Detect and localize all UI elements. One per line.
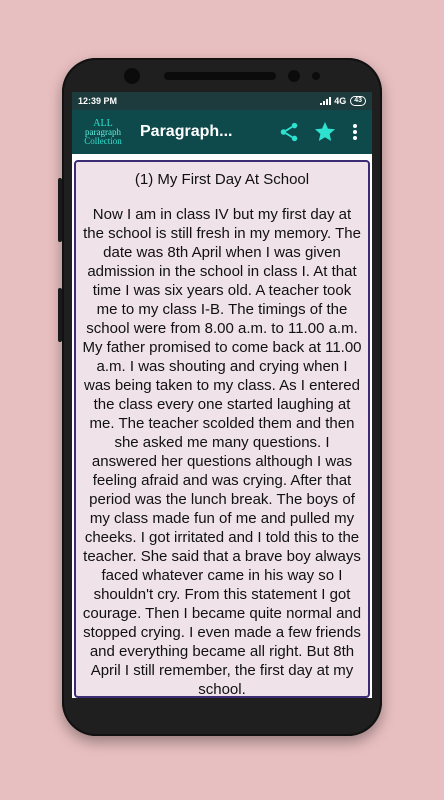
- logo-text-line1: ALL: [93, 117, 113, 129]
- network-type: 4G: [334, 96, 347, 106]
- logo-text-line2: paragraph: [85, 126, 121, 137]
- battery-icon: [350, 96, 366, 106]
- volume-button: [58, 178, 62, 242]
- sensor: [312, 72, 320, 80]
- status-bar: [72, 92, 372, 110]
- share-button[interactable]: [274, 117, 304, 147]
- logo-text-line3: Collection: [84, 135, 122, 146]
- sensor: [288, 70, 300, 82]
- phone-frame: [62, 58, 382, 736]
- app-title: Paragraph...: [140, 123, 233, 140]
- content-area: [72, 154, 372, 698]
- favorite-button[interactable]: [310, 117, 340, 147]
- speaker-grille: [164, 72, 276, 80]
- front-camera: [124, 68, 140, 84]
- paragraph-card[interactable]: [74, 160, 370, 698]
- signal-icon: [320, 97, 331, 105]
- star-icon: [313, 120, 337, 144]
- more-vertical-icon: [352, 123, 358, 141]
- app-bar: [72, 110, 372, 154]
- paragraph-body: Now I am in class IV but my first day at the school is still fresh in my memory. The date was 8th April when I was given admission in the school in class I. At that time I was six years old. A teacher took me to my class I-B. The timings of the school were from 8.00 a.m. to 11.00 a.m. My father promised to come back at 11.00 a.m. I was shouting and crying when I was being taken to my class. As I entered the class every one started laughing at me. The teacher scolded them and then she asked me many questions. I answered her questions although I was feeling afraid and was crying. After that period was the lunch break. The boys of my class made fun of me and pulled my cheeks. I got irritated and I told this to the teacher. She said that a brave boy always faced whatever came in his way so I shouldn't cry. From this statement I got courage. Then I became quite normal and stopped crying. I even made a few friends and everything became all right. But 8th April I still remember, the first day at my school.: [82, 206, 362, 698]
- screen: [72, 92, 372, 698]
- battery-level: 43: [354, 97, 362, 104]
- share-icon: [278, 121, 300, 143]
- paragraph-heading: (1) My First Day At School: [134, 171, 310, 188]
- app-logo: [78, 113, 128, 151]
- power-button: [58, 288, 62, 342]
- status-time: 12:39 PM: [78, 96, 118, 106]
- more-options-button[interactable]: [346, 117, 364, 147]
